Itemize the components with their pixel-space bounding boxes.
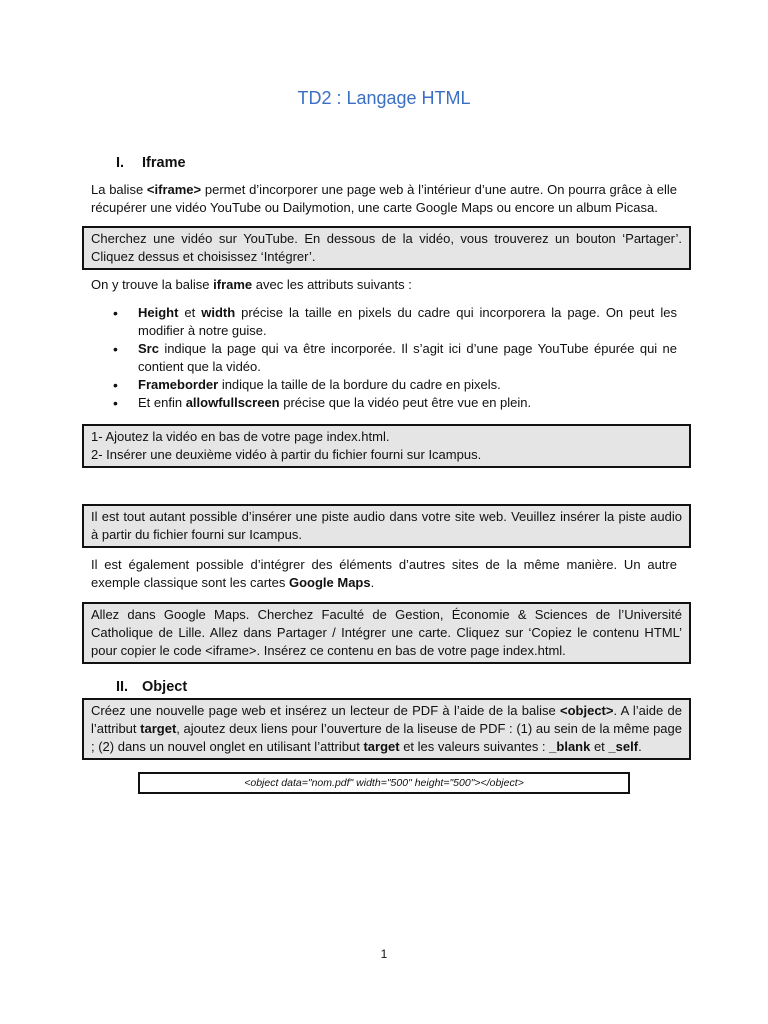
code-snippet: <object data="nom.pdf" width="500" height="500"></object> [244, 777, 524, 789]
instruction-box-add-video [82, 424, 691, 468]
list-item [110, 394, 677, 412]
section-title: Object [142, 679, 188, 695]
bold-run: width [201, 305, 236, 320]
text-run: indique la page qui va être incorporée. Il s’agit ici d’une page YouTube épurée qui ne contient que la vidéo. [138, 341, 677, 374]
text-run: et les valeurs suivantes : [399, 739, 550, 754]
iframe-intro-paragraph [91, 181, 677, 217]
bold-run: allowfullscreen [185, 395, 280, 410]
bullet-icon: • [113, 305, 118, 321]
bold-run: target [140, 721, 177, 736]
bold-run: target [363, 739, 400, 754]
attribute-list [110, 304, 677, 412]
box-text: Allez dans Google Maps. Cherchez Faculté de Gestion, Économie & Sciences de l’Université Catholique de Lille. Allez dans Partager / Intégrer une carte. Cliquez sur ‘Copiez le contenu HTML’ pour copier le code <iframe>. Insérez ce contenu en bas de votre page index.html. [91, 607, 682, 658]
instruction-box-youtube [82, 226, 691, 270]
text-run: permet d’incorporer une page web à l’intérieur d’une autre. On pourra grâce à elle récupérer une vidéo YouTube ou Dailymotion, une carte Google Maps ou encore un album Picasa. [91, 182, 677, 215]
text-run: et [590, 739, 609, 754]
text-run: On y trouve la balise [91, 277, 214, 292]
bold-run: <iframe> [146, 182, 202, 197]
instruction-box-google-maps [82, 602, 691, 664]
text-run: indique la taille de la bordure du cadre en pixels. [218, 377, 501, 392]
section-number: I. [116, 155, 125, 171]
section-title: Iframe [142, 155, 186, 171]
text-run: Créez une nouvelle page web et insérez un lecteur de PDF à l’aide de la balise [91, 703, 560, 718]
text-run: . [638, 739, 642, 754]
text-run: Il est également possible d’intégrer des éléments d’autres sites de la même manière. Un autre exemple classique sont les cartes [91, 557, 677, 590]
text-run: précise que la vidéo peut être vue en plein. [279, 395, 532, 410]
text-run: précise la taille en pixels du cadre qui incorporera la page. On peut les modifier à notre guise. [138, 305, 677, 338]
bullet-icon: • [113, 395, 118, 411]
text-run: Et enfin [138, 395, 186, 410]
bold-run: _blank [549, 739, 591, 754]
box-text: Cherchez une vidéo sur YouTube. En dessous de la vidéo, vous trouverez un bouton ‘Partager’. Cliquez dessus et choisissez ‘Intégrer’. [91, 231, 682, 264]
text-run: et [178, 305, 202, 320]
section-heading-iframe [116, 154, 186, 172]
list-item [110, 376, 677, 394]
iframe-attributes-intro [91, 276, 677, 294]
section-number: II. [116, 679, 129, 695]
bold-run: iframe [213, 277, 253, 292]
box-line: 2- Insérer une deuxième vidéo à partir du fichier fourni sur Icampus. [91, 447, 482, 462]
document-title: TD2 : Langage HTML [297, 88, 471, 108]
bullet-icon: • [113, 341, 118, 357]
box-text: Il est tout autant possible d’insérer une piste audio dans votre site web. Veuillez insérer la piste audio à partir du fichier fourni sur Icampus. [91, 509, 682, 542]
text-run: . A l’aide de l’attribut [91, 703, 682, 736]
instruction-box-audio [82, 504, 691, 548]
code-example-box [138, 772, 630, 794]
bold-run: Src [138, 341, 159, 356]
bold-run: Google Maps [288, 575, 371, 590]
page-number: 1 [380, 947, 388, 961]
text-run: . [370, 575, 375, 590]
box-line: 1- Ajoutez la vidéo en bas de votre page index.html. [91, 429, 390, 444]
text-run: avec les attributs suivants : [252, 277, 412, 292]
bold-run: _self [608, 739, 639, 754]
list-item [110, 304, 677, 340]
text-run: La balise [91, 182, 147, 197]
text-run: , ajoutez deux liens pour l’ouverture de la liseuse de PDF : (1) au sein de la même page ; (2) dans un nouvel onglet en utilisant l’attribut [91, 721, 682, 754]
instruction-box-object [82, 698, 691, 760]
google-maps-paragraph [91, 556, 677, 592]
bold-run: Height [138, 305, 179, 320]
bold-run: Frameborder [138, 377, 219, 392]
list-item [110, 340, 677, 376]
bold-run: <object> [560, 703, 614, 718]
bullet-icon: • [113, 377, 118, 393]
section-heading-object [116, 678, 187, 696]
